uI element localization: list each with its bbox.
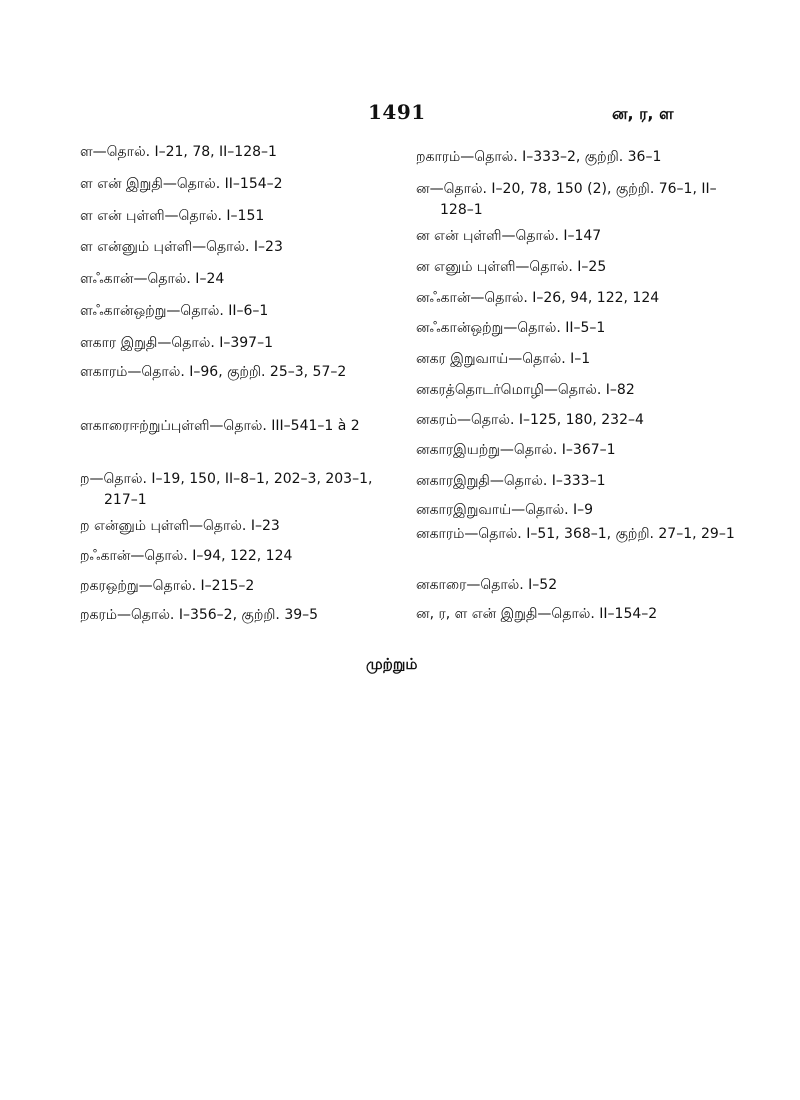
index-entry: ற—தொல். I–19, 150, II–8–1, 202–3, 203–1, 217–1	[80, 471, 373, 508]
index-entry: னகரம்—தொல். I–125, 180, 232–4	[416, 412, 644, 428]
index-entry: னகாரம்—தொல். I–51, 368–1, குற்றி. 27–1, 29–1	[416, 526, 735, 542]
index-entry: ளஃகான்ஒற்று—தொல். II–6–1	[80, 303, 269, 319]
index-entry: ற என்னும் புள்ளி—தொல். I–23	[80, 518, 280, 534]
index-entry: ன எனும் புள்ளி—தொல். I–25	[416, 259, 607, 275]
index-entry: ன, ர, ள என் இறுதி—தொல். II–154–2	[416, 606, 658, 622]
index-entry: ன என் புள்ளி—தொல். I–147	[416, 228, 602, 244]
index-entry: னகரத்தொடர்மொழி—தொல். I–82	[416, 382, 635, 398]
index-entry: றஃகான்—தொல். I–94, 122, 124	[80, 548, 293, 564]
running-head: ன, ர, ள	[612, 104, 674, 123]
index-entry: னகர இறுவாய்—தொல். I–1	[416, 351, 591, 367]
index-entry: ளகார இறுதி—தொல். I–397–1	[80, 335, 273, 351]
index-entry: ளகாரம்—தொல். I–96, குற்றி. 25–3, 57–2	[80, 364, 347, 380]
index-entry: னஃகான்ஒற்று—தொல். II–5–1	[416, 320, 606, 336]
index-entry: ளகாரைஈற்றுப்புள்ளி—தொல். III–541–1 à 2	[80, 418, 360, 434]
index-entry: னஃகான்—தொல். I–26, 94, 122, 124	[416, 290, 660, 306]
end-word: முற்றும்	[366, 655, 418, 673]
index-entry: ள என்னும் புள்ளி—தொல். I–23	[80, 239, 283, 255]
page-number: 1491	[368, 100, 426, 124]
index-entry: ள என் இறுதி—தொல். II–154–2	[80, 176, 283, 192]
index-entry: னகாரஇறுதி—தொல். I–333–1	[416, 473, 606, 489]
index-entry: றகரஒற்று—தொல். I–215–2	[80, 578, 255, 594]
index-entry: ளஃகான்—தொல். I–24	[80, 271, 225, 287]
index-entry: றகரம்—தொல். I–356–2, குற்றி. 39–5	[80, 607, 319, 623]
index-entry: றகாரம்—தொல். I–333–2, குற்றி. 36–1	[416, 149, 662, 165]
index-entry: னகாரஇயற்று—தொல். I–367–1	[416, 442, 616, 458]
index-entry: ள என் புள்ளி—தொல். I–151	[80, 208, 265, 224]
index-entry: னகாரை—தொல். I–52	[416, 577, 558, 593]
index-entry: னகாரஇறுவாய்—தொல். I–9	[416, 502, 594, 518]
index-entry: ன—தொல். I–20, 78, 150 (2), குற்றி. 76–1, II–128–1	[416, 181, 717, 218]
index-entry: ள—தொல். I–21, 78, II–128–1	[80, 144, 277, 160]
